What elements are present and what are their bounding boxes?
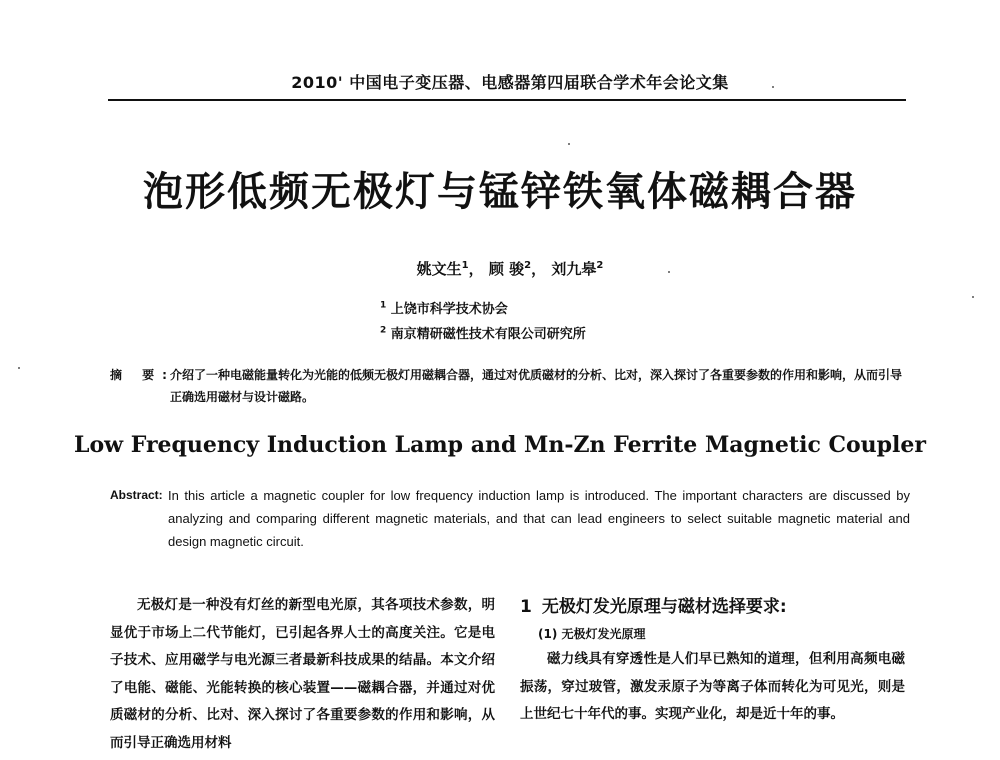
body-column-right <box>520 592 905 729</box>
affiliation <box>380 323 586 342</box>
abstract-cn-label: 摘 要: <box>110 368 175 382</box>
author-name: 顾 骏 <box>488 260 525 278</box>
running-header: 2010' 中国电子变压器、电感器第四届联合学术年会论文集 <box>291 73 729 92</box>
section-number: 1 <box>520 597 532 617</box>
body-column-left <box>110 592 495 758</box>
scan-speck <box>772 86 774 88</box>
header-rule <box>108 99 906 101</box>
section-heading <box>520 592 905 622</box>
affiliation-name: 上饶市科学技术协会 <box>390 302 508 317</box>
abstract-cn-text: 介绍了一种电磁能量转化为光能的低频无极灯用磁耦合器，通过对优质磁材的分析、比对，深入探讨了各重要参数的作用和影响，从而引导正确选用磁材与设计磁路。 <box>170 368 903 404</box>
author-affil-mark: 2 <box>596 260 604 271</box>
abstract-en <box>110 484 910 553</box>
abstract-en-text: In this article a magnetic coupler for low frequency induction lamp is introduced. The important characters are discussed by analyzing and comparing different magnetic materials, and that can lead engineers to select suitable magnetic material and design magnetic circuit. <box>168 488 910 549</box>
affiliation-mark: 1 <box>380 300 387 311</box>
paper-title-cn: 泡形低频无极灯与锰锌铁氧体磁耦合器 <box>143 169 857 215</box>
body-paragraph: 无极灯是一种没有灯丝的新型电光原，其各项技术参数，明显优于市场上二代节能灯，已引起各界人士的高度关注。它是电子技术、应用磁学与电光源三者最新科技成果的结晶。本文介绍了电能、磁能、光能转换的核心装置——磁耦合器，并通过对优质磁材的分析、比对、深入探讨了各重要参数的作用和影响，从而引导正确选用材料 <box>110 597 495 751</box>
body-paragraph: 磁力线具有穿透性是人们早已熟知的道理，但利用高频电磁振荡，穿过玻管，激发汞原子为等离子体而转化为可见光，则是上世纪七十年代的事。实现产业化，却是近十年的事。 <box>520 651 905 723</box>
affiliation-name: 南京精研磁性技术有限公司研究所 <box>390 327 586 342</box>
author-separator: ， <box>468 260 484 278</box>
scan-speck <box>18 367 20 369</box>
abstract-en-label: Abstract: <box>110 488 163 502</box>
abstract-cn <box>110 364 910 408</box>
section-title: 无极灯发光原理与磁材选择要求: <box>541 597 787 617</box>
scan-speck <box>668 271 670 273</box>
paper-title-en: Low Frequency Induction Lamp and Mn-Zn Ferrite Magnetic Coupler <box>73 432 927 458</box>
author-affil-mark: 1 <box>461 260 469 271</box>
affiliation-mark: 2 <box>380 325 387 336</box>
author-list <box>300 258 720 279</box>
author-name: 刘九皋 <box>551 260 597 278</box>
author-name: 姚文生 <box>416 260 462 278</box>
author-separator: ， <box>531 260 547 278</box>
scan-speck <box>972 296 974 298</box>
author-affil-mark: 2 <box>524 260 532 271</box>
subsection-heading: (1) 无极灯发光原理 <box>538 627 646 641</box>
affiliation <box>380 298 508 317</box>
scan-speck <box>568 143 570 145</box>
